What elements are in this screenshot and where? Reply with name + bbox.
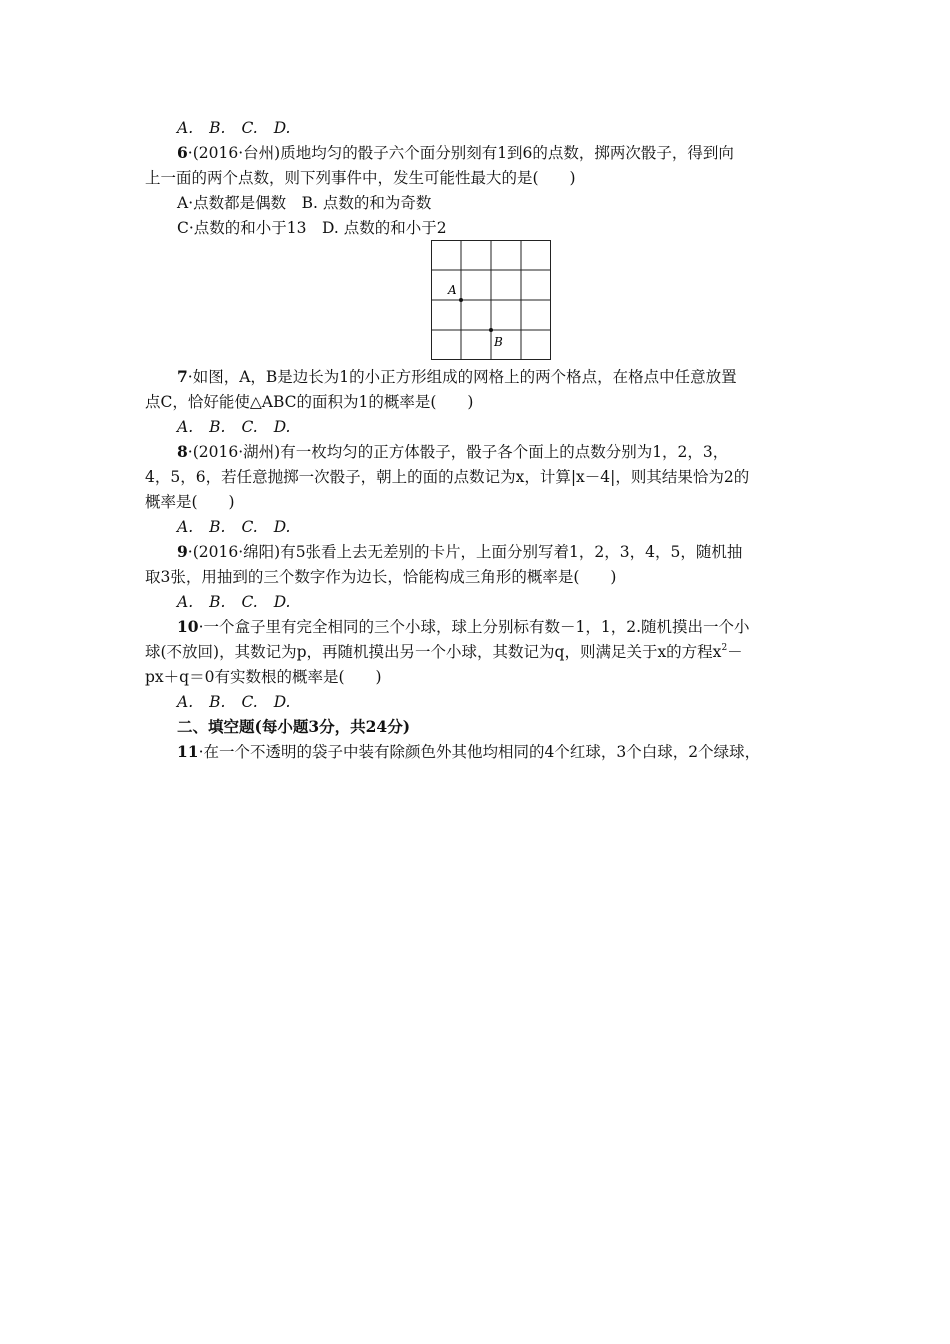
q6-options-2: C·点数的和小于13 D. 点数的和小于2 <box>177 219 447 237</box>
q10-text-1: ·一个盒子里有完全相同的三个小球，球上分别标有数－1，1，2.随机摸出一个小 <box>198 618 750 636</box>
q7-line-1 <box>177 366 737 388</box>
point-b <box>489 328 493 332</box>
q7-text-1: ·如图，A，B是边长为1的小正方形组成的网格上的两个格点，在格点中任意放置 <box>187 368 737 386</box>
label-a: A <box>448 283 457 297</box>
q7-option-a: A. <box>177 418 194 436</box>
q5-option-b: B. <box>209 119 226 137</box>
q7-option-b: B. <box>209 418 226 436</box>
grid-figure <box>431 240 551 360</box>
q8-option-b: B. <box>209 518 226 536</box>
q10-number: 10 <box>177 617 199 636</box>
point-a <box>459 298 463 302</box>
q11-line-1 <box>177 741 760 763</box>
q10-line-3: px＋q＝0有实数根的概率是( ) <box>145 668 382 686</box>
q8-option-d: D. <box>273 518 291 536</box>
q9-option-c: C. <box>241 593 258 611</box>
q9-options <box>177 591 307 613</box>
q9-line-1 <box>177 541 742 563</box>
q10-option-a: A. <box>177 693 194 711</box>
q10-option-c: C. <box>241 693 258 711</box>
q7-options <box>177 416 307 438</box>
q8-number: 8 <box>177 442 188 461</box>
q10-options <box>177 691 307 713</box>
q9-option-a: A. <box>177 593 194 611</box>
q8-text-1: ·(2016·湖州)有一枚均匀的正方体骰子，骰子各个面上的点数分别为1，2，3， <box>187 443 729 461</box>
q8-line-3: 概率是( ) <box>145 493 235 511</box>
q7-line-2: 点C，恰好能使△ABC的面积为1的概率是( ) <box>145 393 474 411</box>
q11-number: 11 <box>177 742 199 761</box>
q9-text-1: ·(2016·绵阳)有5张看上去无差别的卡片，上面分别写着1，2，3，4，5，随机抽 <box>187 543 743 561</box>
q10-line-2 <box>145 641 743 663</box>
q7-number: 7 <box>177 367 188 386</box>
q5-option-d: D. <box>273 119 291 137</box>
q8-line-2: 4，5，6，若任意抛掷一次骰子，朝上的面的点数记为x，计算|x－4|，则其结果恰为2的 <box>145 468 750 486</box>
q6-text-1: ·(2016·台州)质地均匀的骰子六个面分别刻有1到6的点数，掷两次骰子，得到向 <box>187 144 734 162</box>
q6-line-1 <box>177 142 734 164</box>
q9-number: 9 <box>177 542 188 561</box>
q10-option-d: D. <box>273 693 291 711</box>
q11-text-1: ·在一个不透明的袋子中装有除颜色外其他均相同的4个红球，3个白球，2个绿球， <box>198 743 761 761</box>
q8-options <box>177 516 307 538</box>
q6-number: 6 <box>177 143 188 162</box>
q8-option-c: C. <box>241 518 258 536</box>
q5-option-c: C. <box>241 119 258 137</box>
q10-line-1 <box>177 616 750 638</box>
q8-option-a: A. <box>177 518 194 536</box>
q10-option-b: B. <box>209 693 226 711</box>
q5-options <box>177 117 307 139</box>
q9-line-2: 取3张，用抽到的三个数字作为边长，恰能构成三角形的概率是( ) <box>145 568 617 586</box>
q7-option-d: D. <box>273 418 291 436</box>
q9-option-b: B. <box>209 593 226 611</box>
label-b: B <box>494 335 503 349</box>
q10-text-2a: 球(不放回)，其数记为p，再随机摸出另一个小球，其数记为q，则满足关于x的方程x <box>145 643 722 661</box>
q10-exponent: 2 <box>721 643 728 653</box>
section-2-title: 二、填空题(每小题3分，共24分) <box>177 717 411 736</box>
q5-option-a: A. <box>177 119 194 137</box>
q6-line-2: 上一面的两个点数，则下列事件中，发生可能性最大的是( ) <box>145 169 576 187</box>
q8-line-1 <box>177 441 728 463</box>
q10-text-2b: － <box>727 643 743 661</box>
q6-options-1: A·点数都是偶数 B. 点数的和为奇数 <box>177 194 432 212</box>
q9-option-d: D. <box>273 593 291 611</box>
q7-option-c: C. <box>241 418 258 436</box>
